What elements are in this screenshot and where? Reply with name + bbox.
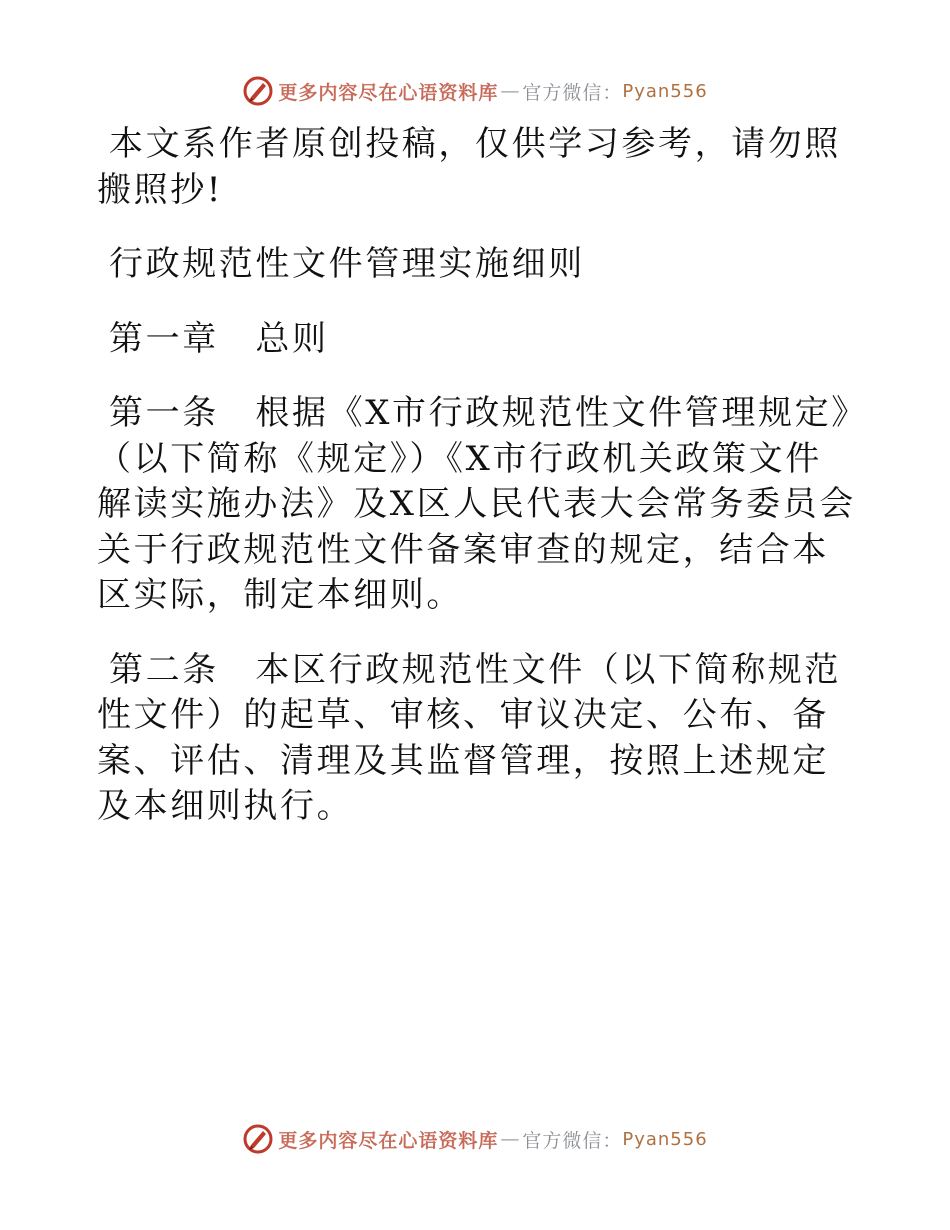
watermark-prefix: 更多内容尽在心语资料库 xyxy=(278,81,499,104)
page-header-watermark xyxy=(0,74,950,108)
document-title: 行政规范性文件管理实施细则 xyxy=(109,244,585,284)
pen-logo-icon xyxy=(242,1123,274,1155)
page-footer-watermark xyxy=(0,1122,950,1156)
chapter-heading: 第一章 总则 xyxy=(109,318,329,359)
document-body xyxy=(97,122,857,859)
watermark-official-label: 官方微信： xyxy=(522,81,623,104)
watermark-separator: — xyxy=(500,80,521,102)
watermark-wechat-id: Pyan556 xyxy=(622,1128,708,1150)
article-1: 第一条 根据《X市行政规范性文件管理规定》（以下简称《规定》）《X市行政机关政策文件解读实施办法》及X区人民代表大会常务委员会关于行政规范性文件备案审查的规定，结合本区实际，制定本细则。 xyxy=(97,393,856,615)
watermark-official-label: 官方微信： xyxy=(522,1129,623,1152)
watermark-wechat-id: Pyan556 xyxy=(622,80,708,102)
disclaimer-text: 本文系作者原创投稿，仅供学习参考，请勿照搬照抄! xyxy=(97,124,841,210)
article-2: 第二条 本区行政规范性文件（以下简称规范性文件）的起草、审核、审议决定、公布、备案、评估、清理及其监督管理，按照上述规定及本细则执行。 xyxy=(97,649,841,826)
watermark-prefix: 更多内容尽在心语资料库 xyxy=(278,1129,499,1152)
watermark-separator: — xyxy=(500,1128,521,1150)
pen-logo-icon xyxy=(242,75,274,107)
